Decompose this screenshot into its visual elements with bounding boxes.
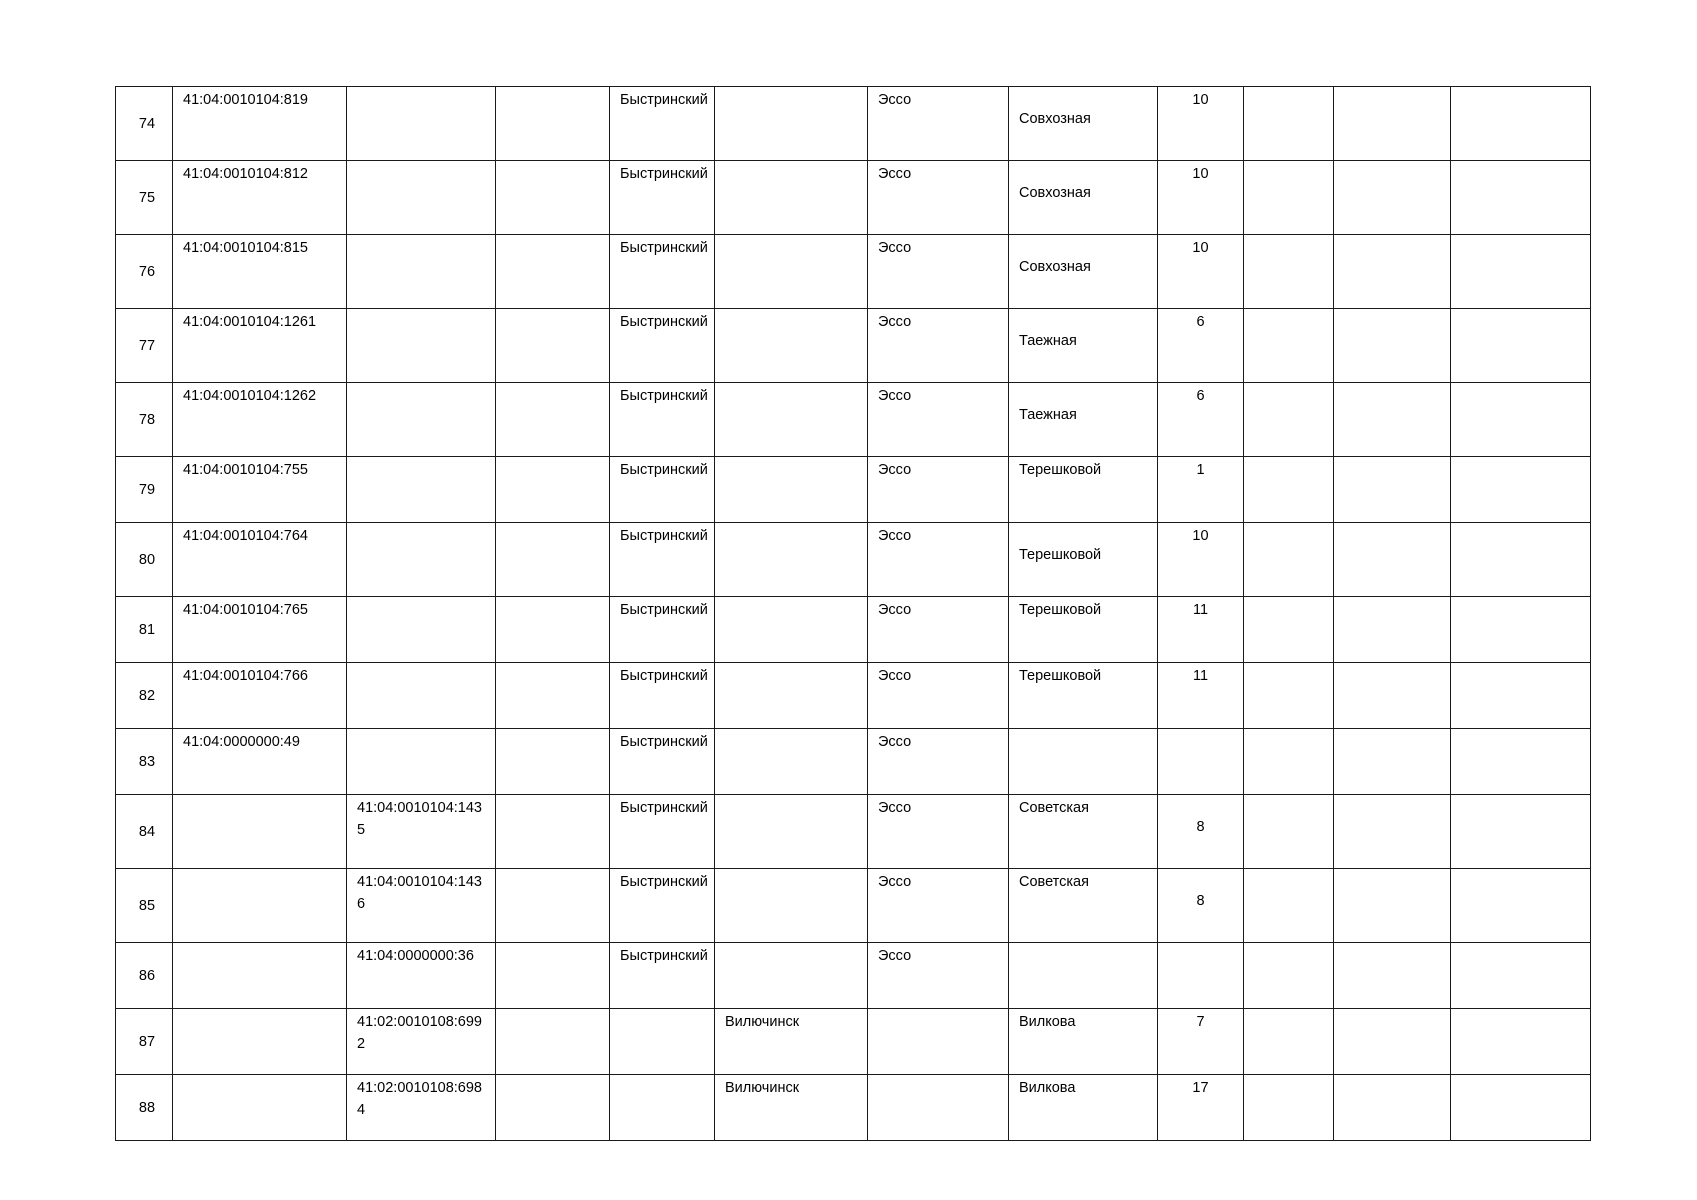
- empty-cell: [1244, 795, 1334, 869]
- cadastral-number-alt-cell: 41:04:0000000:36: [347, 943, 496, 1009]
- cadastral-number-alt-cell: [347, 457, 496, 523]
- house-number-cell: 7: [1158, 1009, 1244, 1075]
- row-number-cell: 84: [116, 795, 173, 869]
- house-number-cell: 1: [1158, 457, 1244, 523]
- city-cell: [715, 457, 868, 523]
- street-cell: Терешковой: [1009, 457, 1158, 523]
- district-cell: Быстринский: [610, 87, 715, 161]
- empty-cell: [496, 729, 610, 795]
- cadastral-number-cell: 41:04:0010104:766: [173, 663, 347, 729]
- empty-cell: [496, 1075, 610, 1141]
- empty-cell: [1244, 457, 1334, 523]
- table-row: [116, 597, 1591, 663]
- district-cell: [610, 1009, 715, 1075]
- house-number-cell: 6: [1158, 309, 1244, 383]
- district-cell: [610, 1075, 715, 1141]
- cadastral-number-alt-cell: 41:04:0010104:1436: [347, 869, 496, 943]
- city-cell: [715, 309, 868, 383]
- settlement-cell: Эссо: [868, 523, 1009, 597]
- settlement-cell: Эссо: [868, 309, 1009, 383]
- empty-cell: [1334, 597, 1451, 663]
- empty-cell: [496, 309, 610, 383]
- empty-cell: [1244, 597, 1334, 663]
- settlement-cell: Эссо: [868, 663, 1009, 729]
- empty-cell: [1244, 87, 1334, 161]
- district-cell: Быстринский: [610, 235, 715, 309]
- district-cell: Быстринский: [610, 729, 715, 795]
- cadastral-number-alt-cell: 41:04:0010104:1435: [347, 795, 496, 869]
- house-number-cell: 6: [1158, 383, 1244, 457]
- district-cell: Быстринский: [610, 309, 715, 383]
- city-cell: [715, 597, 868, 663]
- city-cell: [715, 663, 868, 729]
- empty-cell: [496, 457, 610, 523]
- empty-cell: [496, 869, 610, 943]
- empty-cell: [496, 523, 610, 597]
- table-row: [116, 523, 1591, 597]
- empty-cell: [496, 161, 610, 235]
- street-cell: Терешковой: [1009, 597, 1158, 663]
- cadastral-number-alt-cell: [347, 663, 496, 729]
- empty-cell: [496, 87, 610, 161]
- street-cell: Вилкова: [1009, 1075, 1158, 1141]
- row-number-cell: 80: [116, 523, 173, 597]
- table-row: [116, 943, 1591, 1009]
- table-row: [116, 161, 1591, 235]
- district-cell: Быстринский: [610, 663, 715, 729]
- city-cell: [715, 729, 868, 795]
- city-cell: [715, 383, 868, 457]
- empty-cell: [1244, 869, 1334, 943]
- district-cell: Быстринский: [610, 597, 715, 663]
- cadastral-number-cell: 41:04:0010104:764: [173, 523, 347, 597]
- empty-cell: [1451, 1075, 1591, 1141]
- street-cell: Советская: [1009, 795, 1158, 869]
- cadastral-number-cell: 41:04:0010104:1262: [173, 383, 347, 457]
- house-number-cell: 8: [1158, 795, 1244, 869]
- empty-cell: [496, 383, 610, 457]
- city-cell: [715, 87, 868, 161]
- cadastral-number-alt-cell: [347, 523, 496, 597]
- table-row: [116, 309, 1591, 383]
- empty-cell: [1334, 1009, 1451, 1075]
- house-number-cell: 10: [1158, 161, 1244, 235]
- cadastral-number-cell: [173, 795, 347, 869]
- empty-cell: [1451, 161, 1591, 235]
- row-number-cell: 83: [116, 729, 173, 795]
- district-cell: Быстринский: [610, 869, 715, 943]
- row-number-cell: 88: [116, 1075, 173, 1141]
- district-cell: Быстринский: [610, 457, 715, 523]
- table-row: [116, 383, 1591, 457]
- house-number-cell: [1158, 729, 1244, 795]
- empty-cell: [1334, 663, 1451, 729]
- house-number-cell: 10: [1158, 235, 1244, 309]
- settlement-cell: Эссо: [868, 943, 1009, 1009]
- row-number-cell: 77: [116, 309, 173, 383]
- district-cell: Быстринский: [610, 383, 715, 457]
- cadastral-number-alt-cell: [347, 235, 496, 309]
- settlement-cell: Эссо: [868, 457, 1009, 523]
- table-row: [116, 729, 1591, 795]
- row-number-cell: 82: [116, 663, 173, 729]
- empty-cell: [1334, 457, 1451, 523]
- cadastral-number-alt-cell: [347, 383, 496, 457]
- empty-cell: [496, 943, 610, 1009]
- empty-cell: [1451, 383, 1591, 457]
- empty-cell: [1451, 523, 1591, 597]
- street-cell: Совхозная: [1009, 161, 1158, 235]
- cadastral-number-cell: [173, 1075, 347, 1141]
- street-cell: Вилкова: [1009, 1009, 1158, 1075]
- house-number-cell: 11: [1158, 663, 1244, 729]
- street-cell: Советская: [1009, 869, 1158, 943]
- table-row: [116, 663, 1591, 729]
- house-number-cell: 10: [1158, 87, 1244, 161]
- empty-cell: [1451, 1009, 1591, 1075]
- cadastral-number-alt-cell: 41:02:0010108:6992: [347, 1009, 496, 1075]
- empty-cell: [1451, 729, 1591, 795]
- empty-cell: [496, 795, 610, 869]
- house-number-cell: 8: [1158, 869, 1244, 943]
- empty-cell: [1334, 161, 1451, 235]
- table-row: [116, 235, 1591, 309]
- table-row: [116, 1075, 1591, 1141]
- street-cell: Терешковой: [1009, 523, 1158, 597]
- empty-cell: [1244, 729, 1334, 795]
- empty-cell: [1451, 87, 1591, 161]
- empty-cell: [1451, 235, 1591, 309]
- empty-cell: [1451, 457, 1591, 523]
- empty-cell: [496, 235, 610, 309]
- settlement-cell: Эссо: [868, 869, 1009, 943]
- empty-cell: [1334, 309, 1451, 383]
- empty-cell: [496, 597, 610, 663]
- table-row: [116, 869, 1591, 943]
- cadastral-number-cell: [173, 943, 347, 1009]
- empty-cell: [1334, 729, 1451, 795]
- district-cell: Быстринский: [610, 523, 715, 597]
- city-cell: [715, 235, 868, 309]
- house-number-cell: 11: [1158, 597, 1244, 663]
- cadastral-number-cell: [173, 1009, 347, 1075]
- cadastral-number-cell: 41:04:0010104:755: [173, 457, 347, 523]
- empty-cell: [496, 663, 610, 729]
- empty-cell: [1334, 1075, 1451, 1141]
- row-number-cell: 86: [116, 943, 173, 1009]
- row-number-cell: 87: [116, 1009, 173, 1075]
- empty-cell: [1451, 795, 1591, 869]
- house-number-cell: [1158, 943, 1244, 1009]
- empty-cell: [496, 1009, 610, 1075]
- city-cell: [715, 869, 868, 943]
- row-number-cell: 78: [116, 383, 173, 457]
- cadastral-number-alt-cell: [347, 309, 496, 383]
- empty-cell: [1334, 383, 1451, 457]
- table-row: [116, 1009, 1591, 1075]
- street-cell: Терешковой: [1009, 663, 1158, 729]
- city-cell: [715, 943, 868, 1009]
- row-number-cell: 76: [116, 235, 173, 309]
- table-row: [116, 795, 1591, 869]
- empty-cell: [1244, 383, 1334, 457]
- cadastral-number-cell: 41:04:0010104:812: [173, 161, 347, 235]
- street-cell: [1009, 729, 1158, 795]
- empty-cell: [1244, 309, 1334, 383]
- settlement-cell: [868, 1075, 1009, 1141]
- street-cell: Совхозная: [1009, 235, 1158, 309]
- street-cell: Таежная: [1009, 309, 1158, 383]
- street-cell: Таежная: [1009, 383, 1158, 457]
- empty-cell: [1451, 943, 1591, 1009]
- cadastral-number-cell: 41:04:0010104:765: [173, 597, 347, 663]
- city-cell: Вилючинск: [715, 1009, 868, 1075]
- empty-cell: [1334, 795, 1451, 869]
- settlement-cell: Эссо: [868, 795, 1009, 869]
- cadastral-number-cell: 41:04:0010104:819: [173, 87, 347, 161]
- city-cell: [715, 795, 868, 869]
- settlement-cell: Эссо: [868, 161, 1009, 235]
- empty-cell: [1244, 1075, 1334, 1141]
- district-cell: Быстринский: [610, 943, 715, 1009]
- empty-cell: [1244, 161, 1334, 235]
- house-number-cell: 17: [1158, 1075, 1244, 1141]
- cadastral-number-alt-cell: 41:02:0010108:6984: [347, 1075, 496, 1141]
- street-cell: [1009, 943, 1158, 1009]
- row-number-cell: 81: [116, 597, 173, 663]
- settlement-cell: Эссо: [868, 729, 1009, 795]
- empty-cell: [1451, 309, 1591, 383]
- city-cell: [715, 161, 868, 235]
- row-number-cell: 79: [116, 457, 173, 523]
- district-cell: Быстринский: [610, 795, 715, 869]
- empty-cell: [1334, 87, 1451, 161]
- street-cell: Совхозная: [1009, 87, 1158, 161]
- city-cell: [715, 523, 868, 597]
- table-row: [116, 87, 1591, 161]
- settlement-cell: [868, 1009, 1009, 1075]
- row-number-cell: 85: [116, 869, 173, 943]
- empty-cell: [1334, 943, 1451, 1009]
- empty-cell: [1451, 869, 1591, 943]
- settlement-cell: Эссо: [868, 235, 1009, 309]
- empty-cell: [1334, 869, 1451, 943]
- settlement-cell: Эссо: [868, 597, 1009, 663]
- cadastral-number-cell: 41:04:0010104:815: [173, 235, 347, 309]
- empty-cell: [1451, 663, 1591, 729]
- empty-cell: [1244, 523, 1334, 597]
- cadastral-number-alt-cell: [347, 729, 496, 795]
- district-cell: Быстринский: [610, 161, 715, 235]
- cadastral-number-cell: 41:04:0010104:1261: [173, 309, 347, 383]
- empty-cell: [1451, 597, 1591, 663]
- empty-cell: [1244, 943, 1334, 1009]
- cadastral-number-cell: [173, 869, 347, 943]
- row-number-cell: 75: [116, 161, 173, 235]
- settlement-cell: Эссо: [868, 383, 1009, 457]
- property-table: [115, 86, 1591, 1141]
- house-number-cell: 10: [1158, 523, 1244, 597]
- cadastral-number-alt-cell: [347, 161, 496, 235]
- empty-cell: [1244, 235, 1334, 309]
- empty-cell: [1244, 1009, 1334, 1075]
- table-row: [116, 457, 1591, 523]
- cadastral-number-alt-cell: [347, 87, 496, 161]
- row-number-cell: 74: [116, 87, 173, 161]
- empty-cell: [1244, 663, 1334, 729]
- cadastral-number-cell: 41:04:0000000:49: [173, 729, 347, 795]
- city-cell: Вилючинск: [715, 1075, 868, 1141]
- empty-cell: [1334, 523, 1451, 597]
- cadastral-number-alt-cell: [347, 597, 496, 663]
- empty-cell: [1334, 235, 1451, 309]
- settlement-cell: Эссо: [868, 87, 1009, 161]
